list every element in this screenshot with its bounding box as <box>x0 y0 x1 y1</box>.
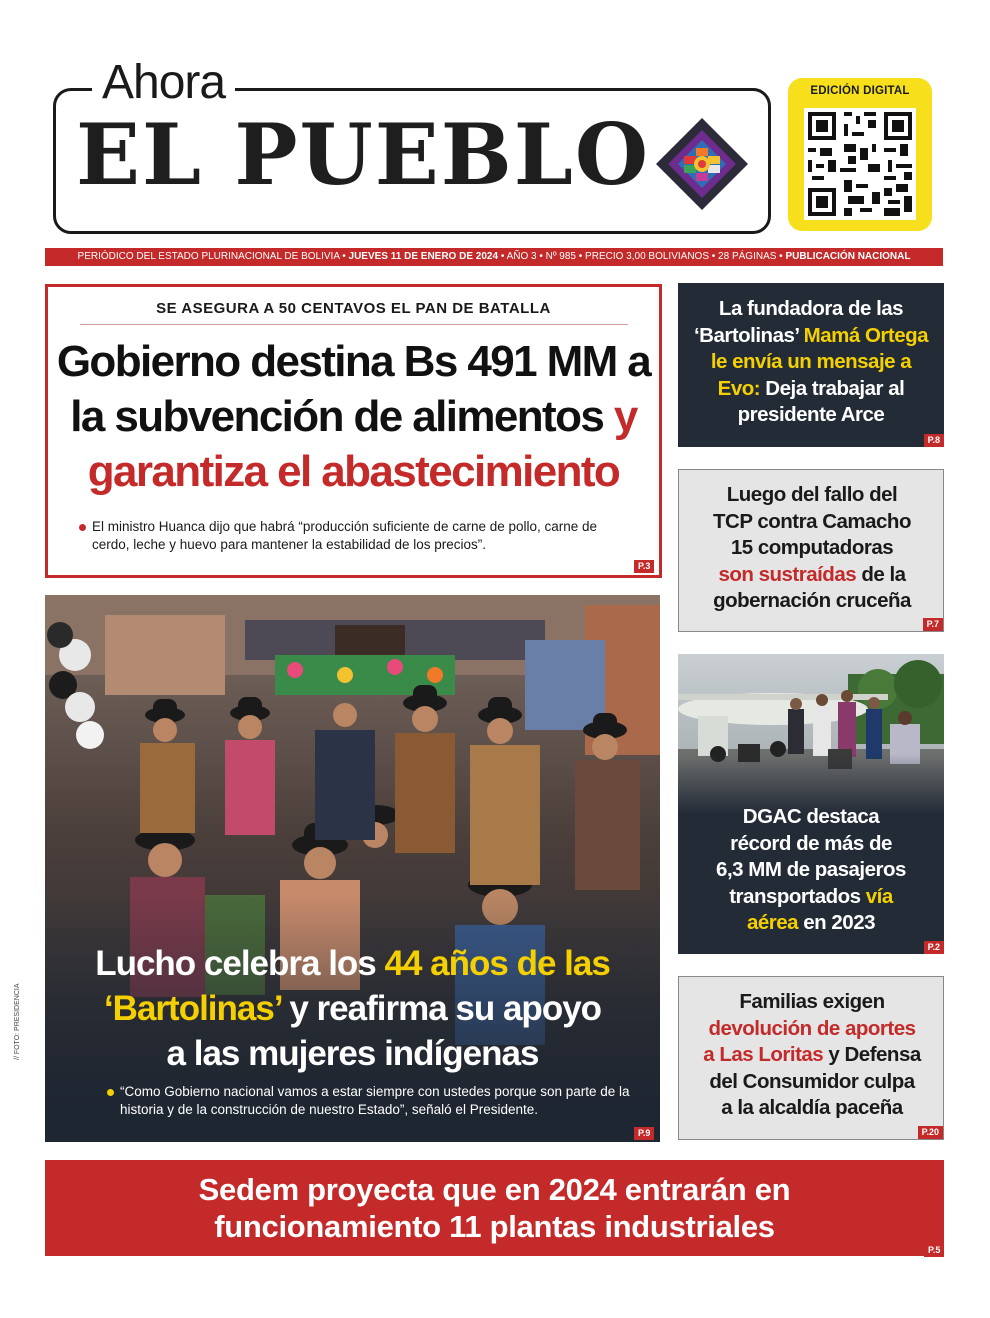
qr-code-icon[interactable] <box>804 108 916 220</box>
side-story-headline: Familias exigen devolución de aportes a Las Loritas y Defensa del Consumidor culpa a la alcaldía paceña <box>703 990 921 1119</box>
main-story-summary: El ministro Huanca dijo que habrá “producción suficiente de carne de pollo, carne de cerdo, leche y huevo para mantener la estabilidad de los precios”. <box>92 518 612 554</box>
masthead-title[interactable]: EL PUEBLO <box>76 105 651 204</box>
side-story-bartolinas[interactable] <box>678 283 944 447</box>
issue-number: Nº 985 <box>545 251 576 262</box>
digital-edition-label: EDICIÓN DIGITAL <box>810 85 910 97</box>
scope-text: PUBLICACIÓN NACIONAL <box>785 251 911 262</box>
year-text: AÑO 3 <box>506 251 537 262</box>
side-story-headline: Luego del fallo del TCP contra Camacho 15 computadoras son sustraídas de la gobernación cruceña <box>713 483 911 612</box>
side-story-page: P.20 <box>918 1126 943 1139</box>
photo-story-summary: “Como Gobierno nacional vamos a estar siempre con ustedes porque son parte de la historia y de la construcción de nuestro Estado”, señaló el Presidente. <box>120 1083 630 1119</box>
kicker-divider <box>80 324 628 325</box>
masthead-ahora: Ahora <box>92 55 235 111</box>
side-story-page: P.8 <box>924 434 944 447</box>
pages-text: 28 PÁGINAS <box>718 251 777 262</box>
bullet-icon <box>107 1089 114 1096</box>
bottom-banner-page: P.5 <box>924 1244 944 1257</box>
bullet-icon <box>79 524 86 531</box>
photo-story-headline[interactable]: Lucho celebra los 44 años de las ‘Bartolinas’ y reafirma su apoyo a las mujeres indígenas <box>95 944 610 1073</box>
side-story-headline: La fundadora de las ‘Bartolinas’ Mamá Ortega le envía un mensaje a Evo: Deja trabajar al presidente Arce <box>693 297 929 426</box>
side-story-page: P.7 <box>923 618 943 631</box>
main-story-page: P.3 <box>634 560 654 573</box>
price-text: PRECIO 3,00 BOLIVIANOS <box>585 251 709 262</box>
photo-credit: // FOTO: PRESIDENCIA <box>14 983 21 1060</box>
publisher-text: PERIÓDICO DEL ESTADO PLURINACIONAL DE BOLIVIA <box>77 251 340 262</box>
bottom-banner-headline: Sedem proyecta que en 2024 entrarán en funcionamiento 11 plantas industriales <box>198 1172 791 1244</box>
main-story-headline[interactable]: Gobierno destina Bs 491 MM a la subvención de alimentos y garantiza el abastecimiento <box>56 337 651 496</box>
side-story-camacho[interactable] <box>678 469 944 632</box>
photo-story-page: P.9 <box>634 1127 654 1140</box>
side-story-loritas[interactable] <box>678 976 944 1140</box>
edition-info-bar: PERIÓDICO DEL ESTADO PLURINACIONAL DE BOLIVIA • JUEVES 11 DE ENERO DE 2024 • AÑO 3 • Nº 985 • PRECIO 3,00 BOLIVIANOS • 28 PÁGINAS • PUBLICACIÓN NACIONAL <box>45 248 943 266</box>
side-story-page: P.2 <box>924 941 944 954</box>
side-story-headline: DGAC destaca récord de más de 6,3 MM de pasajeros transportados vía aérea en 2023 <box>716 805 906 934</box>
main-story-kicker: SE ASEGURA A 50 CENTAVOS EL PAN DE BATALLA <box>156 300 551 317</box>
airport-photo <box>678 654 944 814</box>
side-story-dgac[interactable] <box>678 654 944 954</box>
chakana-logo-icon <box>656 118 748 210</box>
date-text: JUEVES 11 DE ENERO DE 2024 <box>348 251 499 262</box>
